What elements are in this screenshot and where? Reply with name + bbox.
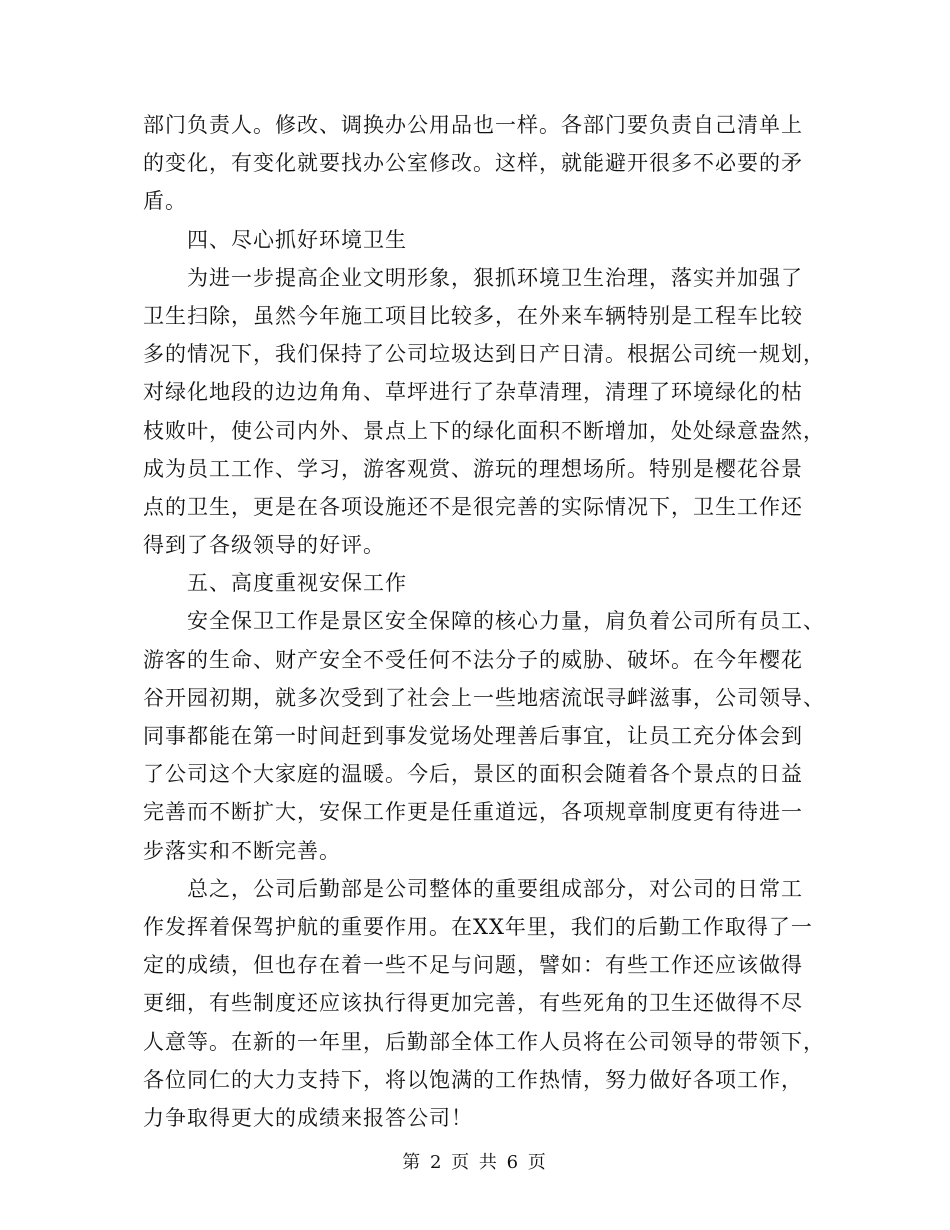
text-line: 枝败叶，使公司内外、景点上下的绿化面积不断增加，处处绿意盎然， [143,418,825,443]
document-body [143,106,825,1137]
text-line: 同事都能在第一时间赶到事发觉场处理善后事宜，让员工充分体会到 [143,724,803,748]
text-line: 盾。 [143,189,187,214]
text-line: 谷开园初期，就多次受到了社会上一些地痞流氓寻衅滋事，公司领导、 [143,685,825,710]
text-line: 得到了各级领导的好评。 [143,533,385,558]
text-line: 作发挥着保驾护航的重要作用。在XX年里，我们的后勤工作取得了一 [143,914,813,939]
text-line: 安全保卫工作是景区安全保障的核心力量，肩负着公司所有员工、 [187,609,825,634]
text-line: 卫生扫除，虽然今年施工项目比较多，在外来车辆特别是工程车比较 [143,303,803,328]
text-line: 总之，公司后勤部是公司整体的重要组成部分，对公司的日常工 [187,876,803,901]
text-line: 各位同仁的大力支持下，将以饱满的工作热情，努力做好各项工作， [143,1067,803,1092]
text-line: 成为员工工作、学习，游客观赏、游玩的理想场所。特别是樱花谷景 [143,456,803,481]
text-line: 了公司这个大家庭的温暖。今后，景区的面积会随着各个景点的日益 [143,762,803,787]
page-number-footer: 第 2 页 共 6 页 [402,1152,548,1173]
text-line: 步落实和不断完善。 [143,838,341,863]
text-line: 定的成绩，但也存在着一些不足与问题，譬如：有些工作还应该做得 [143,953,803,978]
text-line: 多的情况下，我们保持了公司垃圾达到日产日清。根据公司统一规划， [143,342,825,367]
text-line: 五、高度重视安保工作 [187,571,407,596]
text-line: 对绿化地段的边边角角、草坪进行了杂草清理，清理了环境绿化的枯 [143,380,803,405]
text-line: 四、尽心抓好环境卫生 [187,227,407,252]
text-line: 的变化，有变化就要找办公室修改。这样，就能避开很多不必要的矛 [143,151,803,176]
text-line: 完善而不断扩大，安保工作更是任重道远，各项规章制度更有待进一 [143,800,803,825]
text-line: 人意等。在新的一年里，后勤部全体工作人员将在公司领导的带领下， [143,1029,825,1054]
text-line: 部门负责人。修改、调换办公用品也一样。各部门要负责自己清单上 [143,113,803,137]
text-line: 力争取得更大的成绩来报答公司！ [143,1105,473,1130]
text-line: 更细，有些制度还应该执行得更加完善，有些死角的卫生还做得不尽 [143,991,803,1016]
text-line: 为进一步提高企业文明形象，狠抓环境卫生治理，落实并加强了 [187,265,803,290]
text-line: 游客的生命、财产安全不受任何不法分子的威胁、破坏。在今年樱花 [143,647,803,672]
text-line: 点的卫生，更是在各项设施还不是很完善的实际情况下，卫生工作还 [143,494,803,519]
